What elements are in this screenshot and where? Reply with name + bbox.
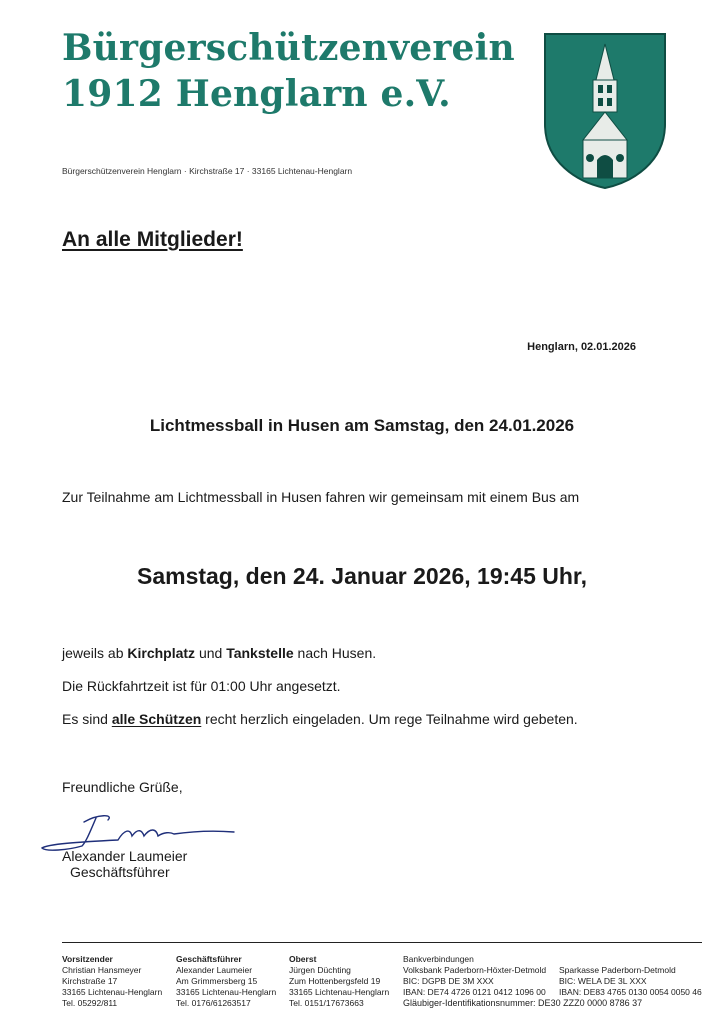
club-name-line2: 1912 Henglarn e.V. — [62, 73, 451, 115]
footer-manager — [176, 954, 276, 1009]
intro-text: Zur Teilnahme am Lichtmessball in Husen fahren wir gemeinsam mit einem Bus am — [62, 489, 580, 505]
footer-bank1-name: Volksbank Paderborn-Höxter-Detmold — [403, 965, 547, 975]
signer-name: Alexander Laumeier — [62, 848, 188, 864]
club-name-line1: Bürgerschützenverein — [62, 27, 515, 69]
footer-colonel-city: 33165 Lichtenau-Henglarn — [289, 987, 390, 997]
footer-colonel-phone: Tel. 0151/17673663 — [289, 998, 364, 1008]
closing-greeting: Freundliche Grüße, — [62, 779, 183, 795]
footer-colonel-name: Jürgen Düchting — [289, 965, 351, 975]
departure-line — [62, 645, 376, 661]
departure-text-a: jeweils ab — [62, 645, 128, 661]
footer-bank2-name: Sparkasse Paderborn-Detmold — [559, 965, 676, 975]
footer-divider — [62, 942, 702, 943]
footer-colonel-heading: Oberst — [289, 954, 317, 964]
footer-manager-city: 33165 Lichtenau-Henglarn — [176, 987, 277, 997]
invitation-text-c: recht herzlich eingeladen. Um rege Teilnahme wird gebeten. — [201, 711, 578, 727]
return-time-line: Die Rückfahrtzeit ist für 01:00 Uhr angesetzt. — [62, 678, 341, 694]
footer-colonel-street: Zum Hottenbergsfeld 19 — [289, 976, 381, 986]
departure-tankstelle: Tankstelle — [226, 645, 294, 661]
footer-bank2-iban: IBAN: DE83 4765 0130 0054 0050 46 — [559, 987, 702, 997]
coat-of-arms-icon — [543, 32, 667, 190]
footer-manager-name: Alexander Laumeier — [176, 965, 253, 975]
footer-chairman-street: Kirchstraße 17 — [62, 976, 118, 986]
invitation-all-members: alle Schützen — [111, 711, 202, 727]
departure-text-e: nach Husen. — [293, 645, 377, 661]
letter-headline: An alle Mitglieder! — [62, 228, 243, 251]
departure-text-c: und — [195, 645, 227, 661]
footer-bank1-bic: BIC: DGPB DE 3M XXX — [403, 976, 494, 986]
signer-role: Geschäftsführer — [70, 864, 170, 880]
footer-chairman-name: Christian Hansmeyer — [62, 965, 142, 975]
event-title: Lichtmessball in Husen am Samstag, den 24.01.2026 — [149, 416, 575, 435]
footer-bank2-bic: BIC: WELA DE 3L XXX — [559, 976, 647, 986]
sender-address-line: Bürgerschützenverein Henglarn · Kirchstraße 17 · 33165 Lichtenau-Henglarn — [62, 166, 353, 176]
place-date: Henglarn, 02.01.2026 — [527, 341, 636, 353]
footer-manager-street: Am Grimmersberg 15 — [176, 976, 258, 986]
footer-bank-2 — [559, 965, 702, 998]
footer-bank-heading: Bankverbindungen — [403, 954, 474, 964]
footer-chairman-phone: Tel. 05292/811 — [62, 998, 118, 1008]
footer-manager-heading: Geschäftsführer — [176, 954, 242, 964]
invitation-text-a: Es sind — [62, 711, 112, 727]
event-datetime: Samstag, den 24. Januar 2026, 19:45 Uhr, — [136, 563, 587, 589]
footer-creditor-id — [403, 998, 642, 1009]
footer-creditor-text: Gläubiger-Identifikationsnummer: DE30 ZZZ0 0000 8786 37 — [403, 998, 643, 1008]
footer-bank1-iban: IBAN: DE74 4726 0121 0412 1096 00 — [403, 987, 546, 997]
invitation-line — [62, 711, 578, 727]
footer-manager-phone: Tel. 0176/61263517 — [176, 998, 251, 1008]
departure-kirchplatz: Kirchplatz — [127, 645, 196, 661]
footer-chairman-city: 33165 Lichtenau-Henglarn — [62, 987, 163, 997]
footer-bank-1 — [403, 954, 546, 998]
footer-colonel — [289, 954, 389, 1009]
footer-chairman — [62, 954, 162, 1009]
footer-chairman-heading: Vorsitzender — [62, 954, 113, 964]
